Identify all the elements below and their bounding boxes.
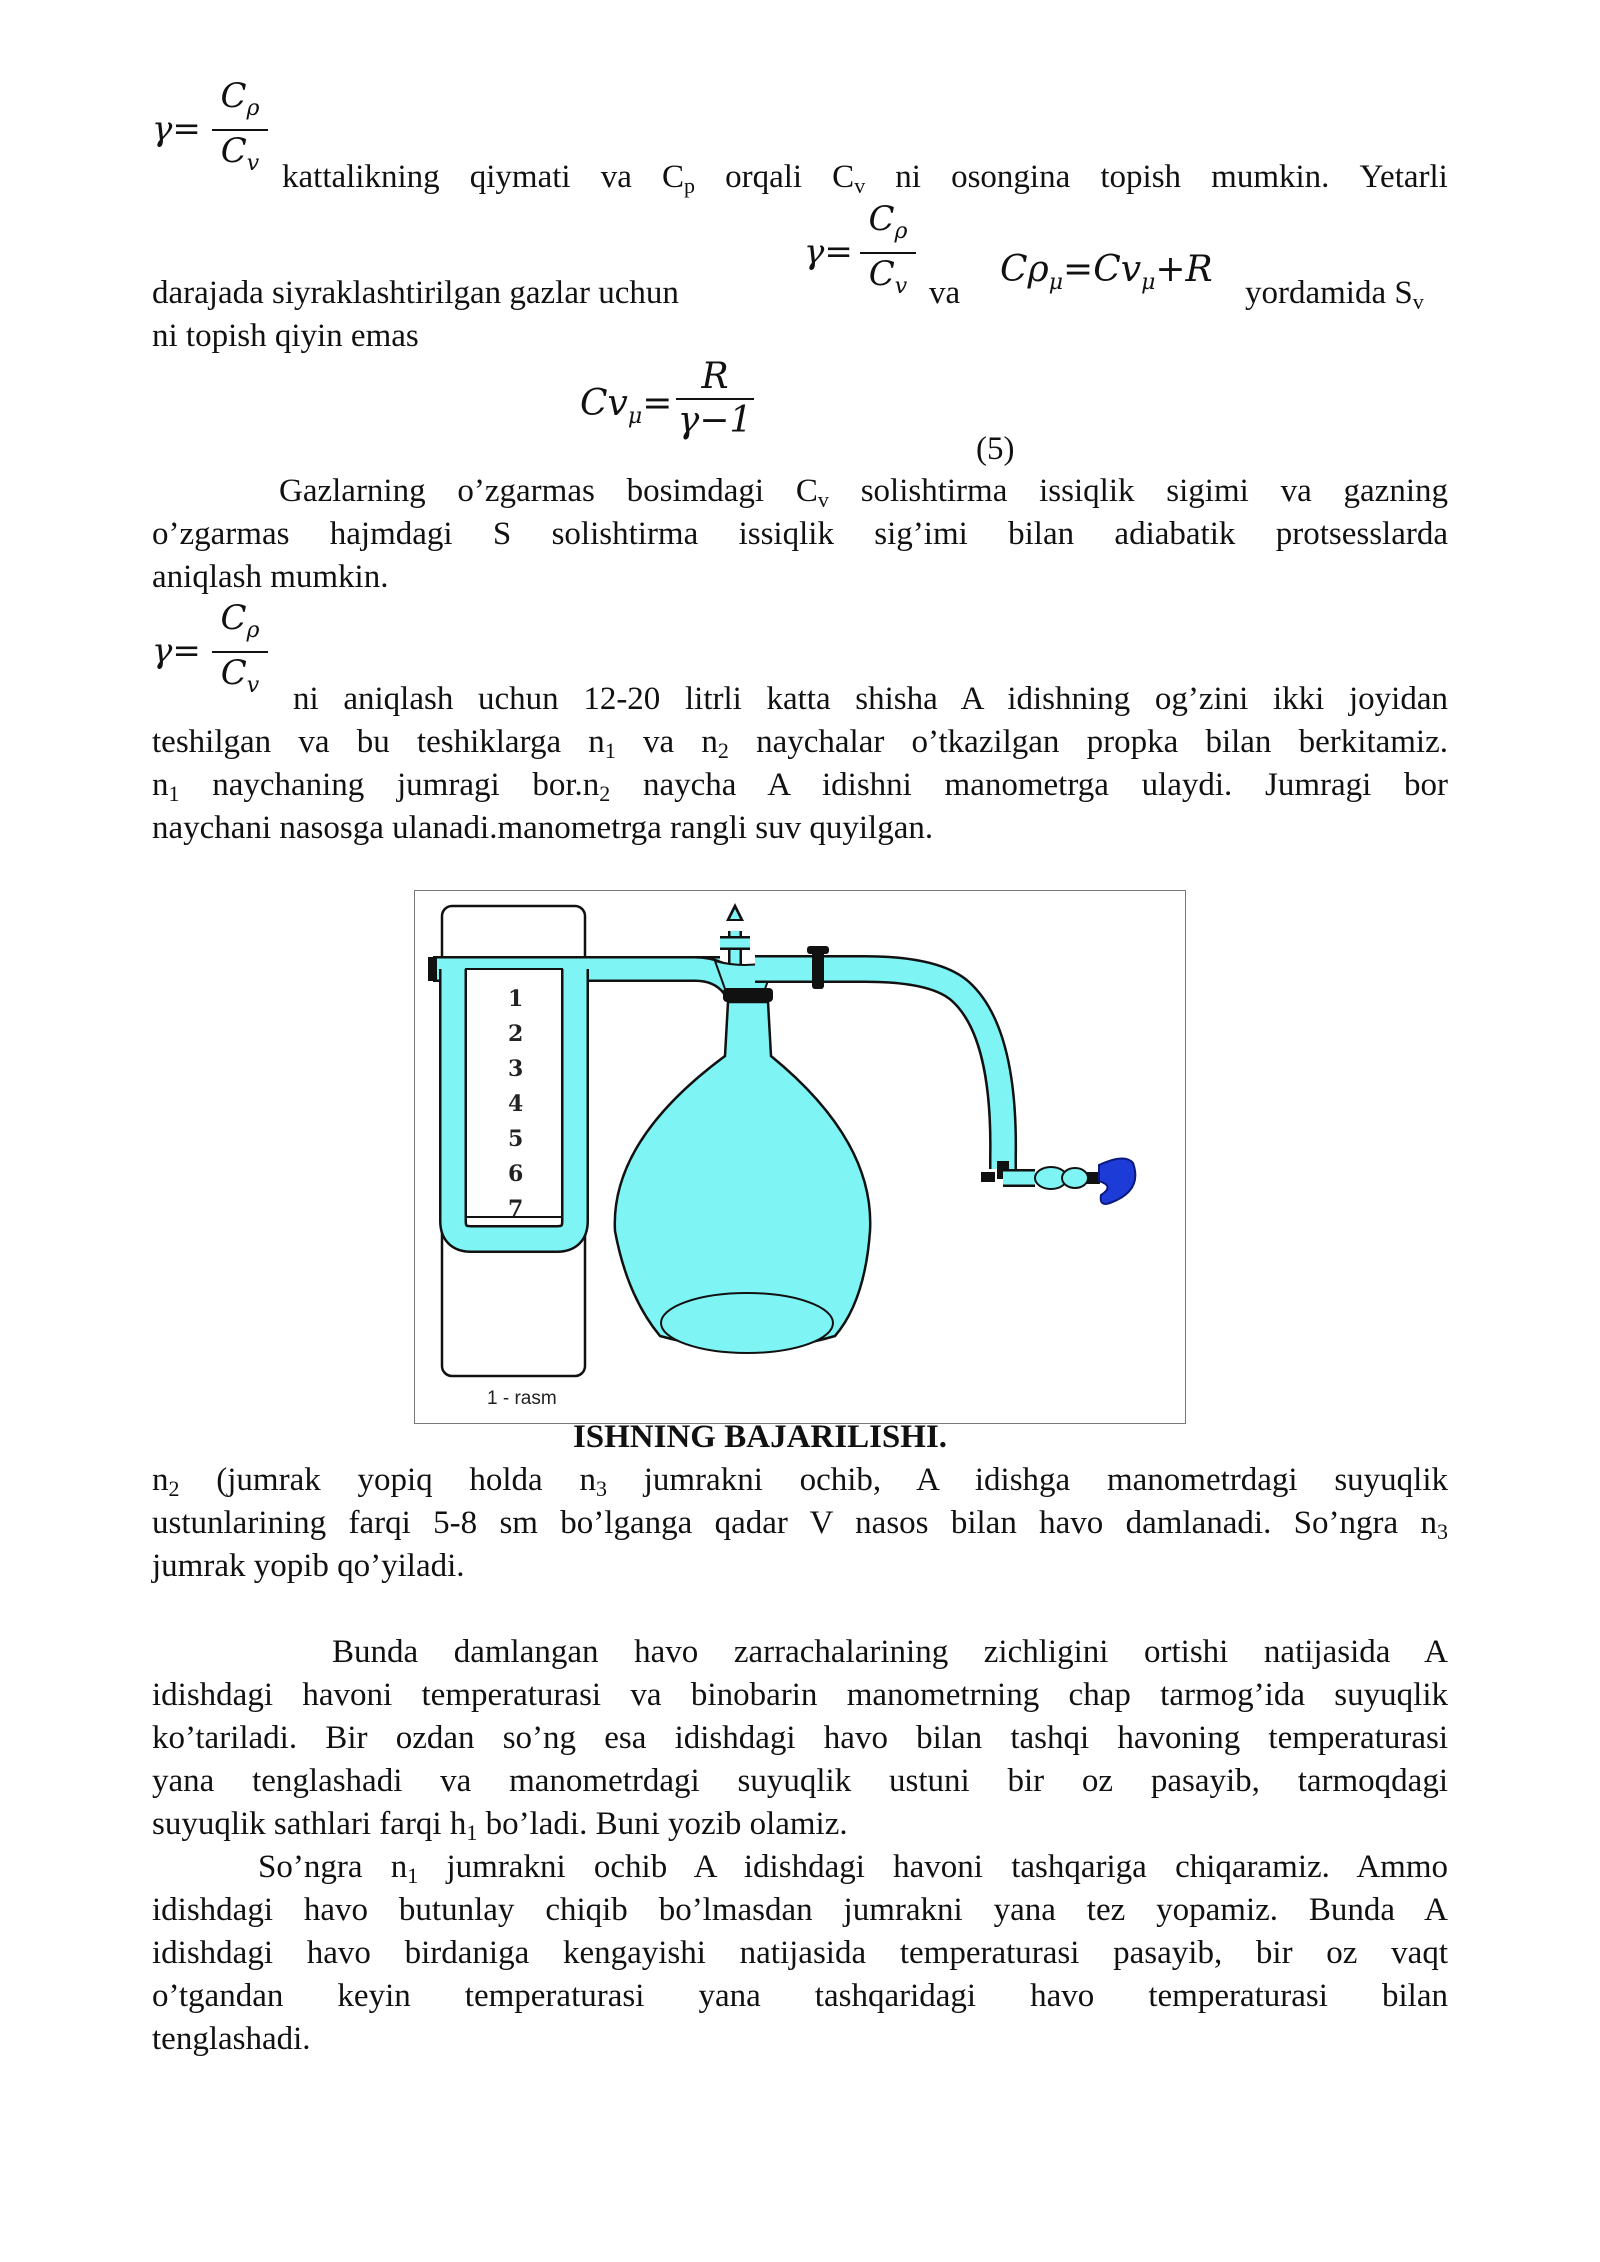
- p3-line2: teshilgan va bu teshiklarga $n_1$ va $n_2$ naychalar o’tkazilgan propka bilan berkitamiz.: [152, 724, 1448, 763]
- p1-line2-va: va: [929, 275, 961, 311]
- p6-line1: So’ngra $n_1$ jumrakni ochib A idishdagi havoni tashqariga chiqaramiz. Ammo: [258, 1849, 1448, 1888]
- gamma-fraction-mid: $C_\rho$ $C_v$: [860, 199, 916, 307]
- apparatus-diagram: [415, 891, 1185, 1423]
- figure-caption: 1 - rasm: [487, 1388, 557, 1409]
- frac-num: C: [220, 76, 247, 116]
- p4-line2: ustunlarining farqi 5-8 sm bo’lganga qadar V nasos bilan havo damlanadi. So’ngra $n_3$: [152, 1505, 1448, 1544]
- gamma-formula-mid: γ=: [804, 232, 853, 272]
- p2-line1: Gazlarning o’zgarmas bosimdagi $C_v$ solishtirma issiqlik sigimi va gazning: [279, 473, 1448, 512]
- p5-line3: ko’tariladi. Bir ozdan so’ng esa idishdagi havo bilan tashqi havoning temperaturasi: [152, 1720, 1448, 1756]
- p6-line2: idishdagi havo butunlay chiqib bo’lmasdan jumrakni yana tez yopamiz. Bunda A: [152, 1892, 1448, 1928]
- p3-line4: naychani nasosga ulanadi.manometrga rangli suv quyilgan.: [152, 810, 934, 846]
- p3-line3: $n_1$ naychaning jumragi $bor.n_2$ naycha A idishni manometrga ulaydi. Jumragi bor: [152, 767, 1449, 806]
- p1-line2-left: darajada siyraklashtirilgan gazlar uchun: [152, 275, 679, 311]
- frac-den: C: [220, 131, 247, 171]
- p2-line2: o’zgarmas hajmdagi S solishtirma issiqlik sig’imi bilan adiabatik protsesslarda: [152, 516, 1448, 552]
- gamma-lhs: γ=: [152, 109, 201, 149]
- svg-text:7: 7: [508, 1196, 524, 1222]
- gamma-fraction-top: $C_\rho$ $C_v$: [212, 76, 268, 184]
- formula-5: $Cv_\mu=$: [580, 383, 673, 429]
- gamma-formula-third: γ=: [152, 631, 201, 671]
- apparatus-figure: [414, 890, 1186, 1424]
- formula-5-fraction: R γ−1: [677, 356, 753, 441]
- gamma-formula-top: [152, 108, 201, 151]
- svg-text:4: 4: [508, 1091, 524, 1117]
- stopper: [723, 988, 773, 1002]
- p6-line3: idishdagi havo birdaniga kengayishi natijasida temperaturasi pasayib, bir oz vaqt: [152, 1935, 1448, 1971]
- manometer-scale: [508, 986, 523, 1222]
- p3-line1: ni aniqlash uchun 12-20 litrli katta shisha A idishning og’zini ikki joyidan: [293, 681, 1448, 717]
- p6-line5: tenglashadi.: [152, 2021, 311, 2057]
- svg-text:3: 3: [508, 1056, 524, 1082]
- svg-text:5: 5: [508, 1126, 524, 1152]
- p5-line2: idishdagi havoni temperaturasi va binobarin manometrning chap tarmog’ida suyuqlik: [152, 1677, 1448, 1713]
- formula-5-number: (5): [976, 431, 1015, 467]
- svg-text:6: 6: [508, 1161, 524, 1187]
- stopcock-n1: [812, 949, 824, 989]
- svg-text:1: 1: [508, 986, 524, 1012]
- p4-line1: $n_2$ (jumrak yopiq holda $n_3$ jumrakni ochib, A idishga manometrdagi suyuqlik: [152, 1462, 1448, 1501]
- mayer-formula: $C\rho_\mu=Cv_\mu+R$: [1000, 249, 1213, 295]
- p5-line5: suyuqlik sathlari farqi $h_1$ bo’ladi. Buni yozib olamiz.: [152, 1806, 848, 1845]
- gamma-fraction-third: $C_\rho$ $C_v$: [212, 598, 268, 706]
- p2-line3: aniqlash mumkin.: [152, 559, 389, 595]
- pump-bulb-icon: [1099, 1158, 1135, 1204]
- p5-line1: Bunda damlangan havo zarrachalarining zichligini ortishi natijasida A: [332, 1634, 1448, 1670]
- p1-line1: kattalikning qiymati va $C_p$ orqali $C_v$ ni osongina topish mumkin. Yetarli: [282, 159, 1448, 198]
- p1-line3: ni topish qiyin emas: [152, 318, 419, 354]
- p4-line3: jumrak yopib qo’yiladi.: [152, 1548, 465, 1584]
- svg-text:2: 2: [508, 1021, 524, 1047]
- p5-line4: yana tenglashadi va manometrdagi suyuqlik ustuni bir oz pasayib, tarmoqdagi: [152, 1763, 1448, 1799]
- section-heading: ISHNING BAJARILISHI.: [572, 1419, 948, 1455]
- p6-line4: o’tgandan keyin temperaturasi yana tashqaridagi havo temperaturasi bilan: [152, 1978, 1448, 2014]
- p1-line2-right: yordamida $S_v$: [1245, 275, 1424, 314]
